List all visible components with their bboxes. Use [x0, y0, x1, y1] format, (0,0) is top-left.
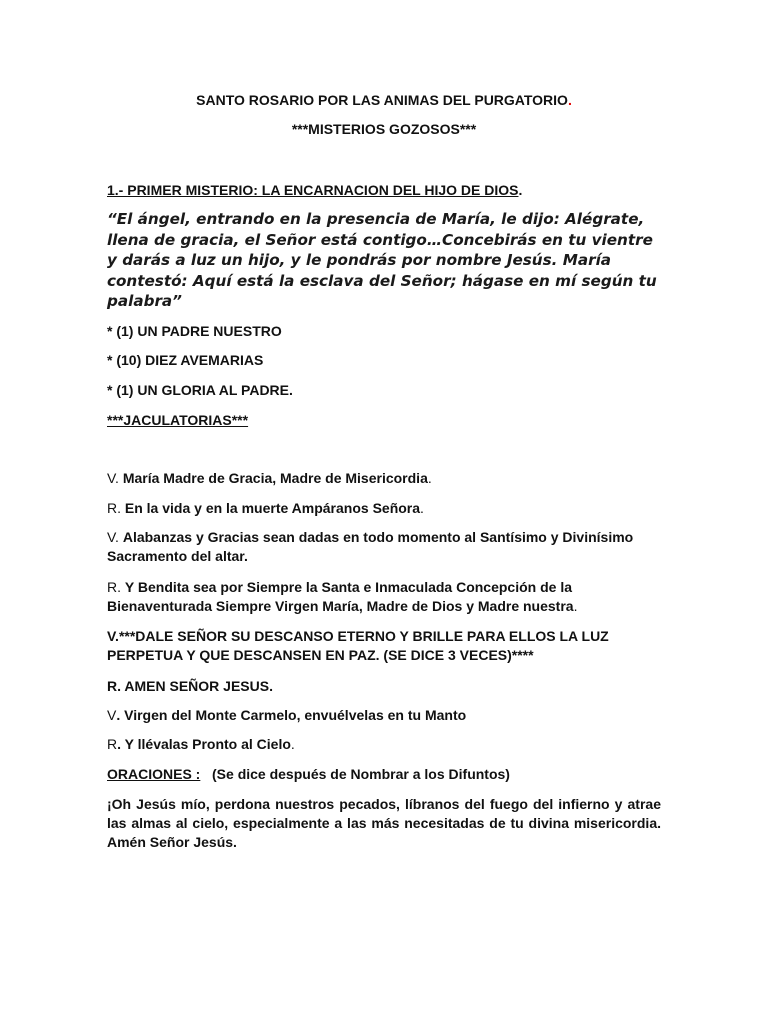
prayer-gloria: * (1) UN GLORIA AL PADRE.: [107, 382, 293, 398]
versicle-prefix: V.: [107, 470, 119, 486]
response-text: Y Bendita sea por Siempre la Santa e Inmaculada Concepción de la Bienaventurada Siempre Virgen María, Madre de Dios y Madre nuestra: [107, 579, 574, 614]
prayer-padre-nuestro: * (1) UN PADRE NUESTRO: [107, 323, 282, 339]
response-prefix: R.: [107, 579, 121, 595]
ejaculation-response: [107, 578, 661, 616]
prayer-avemarias: * (10) DIEZ AVEMARIAS: [107, 352, 264, 368]
response-prefix: R: [107, 736, 118, 752]
mystery-heading: [107, 181, 661, 200]
title-text: SANTO ROSARIO POR LAS ANIMAS DEL PURGATORIO: [196, 92, 568, 108]
document-title: [0, 92, 768, 108]
response-suffix: .: [420, 500, 424, 516]
versicle-text: . Virgen del Monte Carmelo, envuélvelas en tu Manto: [116, 707, 467, 723]
mystery-heading-period: .: [518, 182, 523, 198]
response-text: En la vida y en la muerte Ampáranos Señora: [124, 500, 421, 516]
oration-text: ¡Oh Jesús mío, perdona nuestros pecados, líbranos del fuego del infierno y atrae las almas al cielo, especialmente a las más necesitadas de tu divina misericordia. Amén Señor Jesús.: [107, 796, 661, 850]
response-text: . Y llévalas Pronto al Cielo: [117, 736, 291, 752]
document-subtitle: ***MISTERIOS GOZOSOS***: [291, 121, 477, 137]
versicle-prefix: V.: [107, 529, 119, 545]
ejaculation-response: [107, 735, 661, 754]
ejaculation-response: [107, 499, 661, 518]
mystery-heading-text: 1.- PRIMER MISTERIO: LA ENCARNACION DEL HIJO DE DIOS: [107, 182, 519, 198]
orations-note: (Se dice después de Nombrar a los Difuntos): [212, 766, 510, 782]
eternal-rest-versicle: V.***DALE SEÑOR SU DESCANSO ETERNO Y BRILLE PARA ELLOS LA LUZ PERPETUA Y QUE DESCANSEN EN PAZ. (SE DICE 3 VECES)****: [107, 628, 609, 663]
versicle-prefix: V: [107, 707, 117, 723]
title-red-period: .: [567, 92, 572, 108]
response-prefix: R.: [107, 500, 121, 516]
ejaculations-heading: ***JACULATORIAS***: [107, 412, 249, 428]
amen-response: R. AMEN SEÑOR JESUS.: [107, 678, 273, 694]
response-suffix: .: [573, 598, 578, 614]
orations-heading-line: [107, 765, 661, 784]
versicle-suffix: .: [427, 470, 432, 486]
versicle-text: Alabanzas y Gracias sean dadas en todo momento al Santísimo y Divinísimo Sacramento del altar.: [107, 529, 634, 564]
ejaculation-versicle: [107, 469, 661, 488]
versicle-text: María Madre de Gracia, Madre de Misericordia: [122, 470, 428, 486]
response-suffix: .: [290, 736, 295, 752]
ejaculation-versicle: [107, 706, 661, 725]
ejaculation-versicle: [107, 528, 661, 566]
orations-heading: ORACIONES :: [107, 766, 201, 782]
mystery-quote: “El ángel, entrando en la presencia de María, le dijo: Alégrate, llena de gracia, el Señor está contigo…Concebirás en tu vientre y darás a luz un hijo, y le pondrás por nombre Jesús. María contestó: Aquí está la esclava del Señor; hágase en mí según tu palabra”: [107, 210, 657, 310]
